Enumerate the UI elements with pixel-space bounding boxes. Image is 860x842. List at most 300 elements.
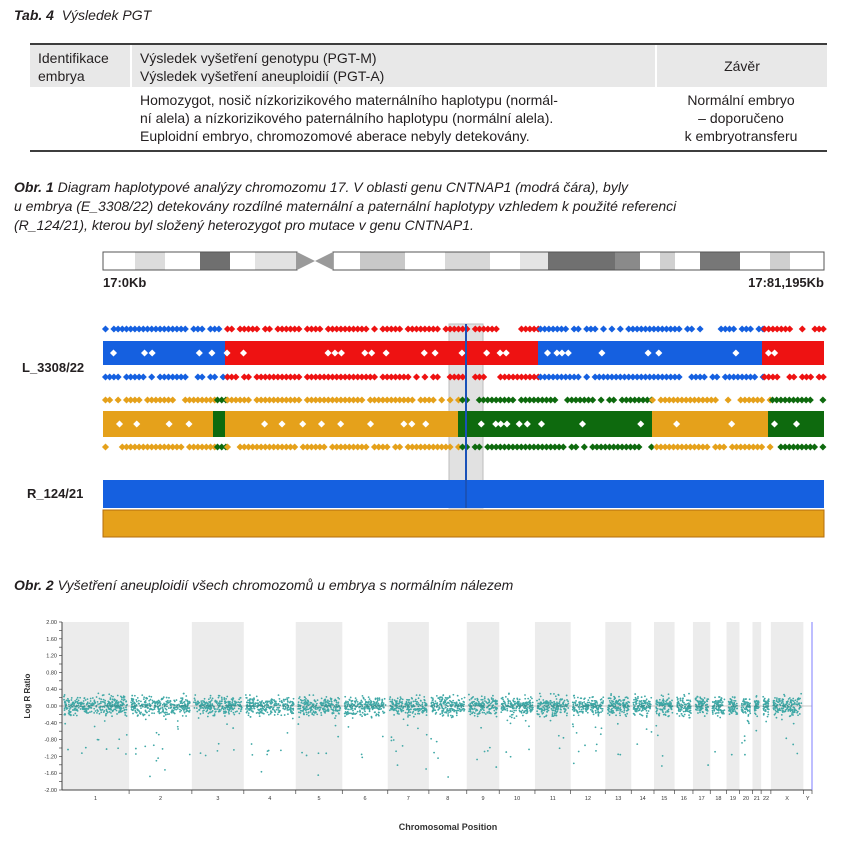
data-point (712, 706, 714, 708)
data-point (755, 707, 757, 709)
reference-sample-label: R_124/21 (27, 486, 84, 501)
maternal-top-dot (617, 325, 624, 332)
data-point (782, 698, 784, 700)
data-point (335, 715, 337, 717)
data-point (741, 742, 743, 744)
data-point (390, 708, 392, 710)
data-point (501, 698, 503, 700)
data-point (492, 700, 494, 702)
data-point (550, 703, 552, 705)
data-point (241, 707, 243, 709)
data-point (274, 714, 276, 716)
data-point (493, 707, 495, 709)
data-point (226, 723, 228, 725)
data-point (442, 715, 444, 717)
data-point (171, 709, 173, 711)
data-point (680, 704, 682, 706)
data-point (159, 704, 161, 706)
data-point (145, 697, 147, 699)
data-point (766, 702, 768, 704)
data-point (76, 698, 78, 700)
data-point (431, 701, 433, 703)
data-point (126, 715, 128, 717)
data-point (397, 764, 399, 766)
data-point (86, 712, 88, 714)
data-point (261, 712, 263, 714)
data-point (469, 703, 471, 705)
data-point (450, 701, 452, 703)
data-point (68, 712, 70, 714)
data-point (767, 711, 769, 713)
data-point (658, 703, 660, 705)
data-point (469, 708, 471, 710)
data-point (305, 711, 307, 713)
data-point (687, 703, 689, 705)
data-point (335, 707, 337, 709)
data-point (372, 708, 374, 710)
table-row (30, 87, 827, 150)
data-point (309, 703, 311, 705)
data-point (789, 697, 791, 699)
x-tick-label: 10 (514, 796, 521, 802)
paternal-bottom-dot (396, 443, 403, 450)
data-point (177, 728, 179, 730)
data-point (123, 700, 125, 702)
data-point (154, 708, 156, 710)
data-point (321, 697, 323, 699)
data-point (484, 751, 486, 753)
data-point (367, 703, 369, 705)
data-point (581, 709, 583, 711)
data-point (505, 703, 507, 705)
data-point (348, 699, 350, 701)
data-point (325, 710, 327, 712)
data-point (505, 696, 507, 698)
data-point (64, 707, 66, 709)
data-point (580, 697, 582, 699)
data-point (450, 708, 452, 710)
data-point (700, 706, 702, 708)
data-point (439, 704, 441, 706)
maternal-bottom-dot (148, 373, 155, 380)
data-point (572, 704, 574, 706)
data-point (90, 698, 92, 700)
data-point (154, 702, 156, 704)
data-point (73, 703, 75, 705)
data-point (595, 726, 597, 728)
data-point (598, 715, 600, 717)
paternal-bottom-dot (384, 443, 391, 450)
maternal-top-dot (434, 325, 441, 332)
data-point (360, 703, 362, 705)
paternal-top-dot (245, 396, 252, 403)
data-point (208, 712, 210, 714)
data-point (489, 747, 491, 749)
data-point (667, 703, 669, 705)
data-point (478, 701, 480, 703)
data-point (697, 696, 699, 698)
data-point (507, 701, 509, 703)
data-point (776, 697, 778, 699)
data-point (132, 713, 134, 715)
data-point (64, 709, 66, 711)
data-point (768, 698, 770, 700)
data-point (385, 704, 387, 706)
data-point (355, 697, 357, 699)
data-point (117, 747, 119, 749)
data-point (792, 698, 794, 700)
data-point (359, 711, 361, 713)
data-point (315, 701, 317, 703)
data-point (741, 709, 743, 711)
data-point (567, 707, 569, 709)
data-point (214, 701, 216, 703)
data-point (745, 712, 747, 714)
data-point (754, 702, 756, 704)
data-point (597, 713, 599, 715)
data-point (253, 697, 255, 699)
data-point (722, 711, 724, 713)
data-point (208, 698, 210, 700)
data-point (745, 698, 747, 700)
data-point (68, 710, 70, 712)
data-point (574, 701, 576, 703)
data-point (600, 707, 602, 709)
data-point (792, 744, 794, 746)
data-point (398, 710, 400, 712)
data-point (253, 703, 255, 705)
data-point (668, 697, 670, 699)
data-point (790, 700, 792, 702)
data-point (680, 698, 682, 700)
data-point (198, 717, 200, 719)
data-point (120, 696, 122, 698)
data-point (473, 701, 475, 703)
data-point (583, 698, 585, 700)
maternal-top-dot (799, 325, 806, 332)
data-point (646, 728, 648, 730)
data-point (370, 700, 372, 702)
data-point (252, 711, 254, 713)
data-point (601, 727, 603, 729)
data-point (240, 710, 242, 712)
data-point (712, 701, 714, 703)
data-point (566, 715, 568, 717)
data-point (552, 710, 554, 712)
maternal-top-dot (371, 325, 378, 332)
data-point (408, 699, 410, 701)
data-point (299, 705, 301, 707)
data-point (509, 716, 511, 718)
data-point (442, 694, 444, 696)
data-point (233, 749, 235, 751)
maternal-top-dot (562, 325, 569, 332)
data-point (157, 757, 159, 759)
data-point (233, 712, 235, 714)
data-point (735, 713, 737, 715)
data-point (774, 713, 776, 715)
data-point (238, 708, 240, 710)
data-point (687, 711, 689, 713)
data-point (434, 709, 436, 711)
data-point (474, 698, 476, 700)
data-point (643, 707, 645, 709)
data-point (495, 699, 497, 701)
data-point (224, 700, 226, 702)
data-point (196, 711, 198, 713)
data-point (613, 698, 615, 700)
data-point (592, 707, 594, 709)
data-point (447, 710, 449, 712)
data-point (314, 706, 316, 708)
ideogram-end-label: 17:81,195Kb (748, 275, 824, 290)
data-point (132, 701, 134, 703)
data-point (782, 711, 784, 713)
data-point (683, 715, 685, 717)
data-point (550, 720, 552, 722)
paternal-bottom-dot (811, 443, 818, 450)
data-point (496, 703, 498, 705)
data-point (545, 703, 547, 705)
data-point (456, 712, 458, 714)
data-point (91, 711, 93, 713)
paternal-top-dot (610, 396, 617, 403)
y-tick-label: 0.80 (46, 670, 57, 677)
data-point (681, 713, 683, 715)
data-point (538, 699, 540, 701)
data-point (781, 714, 783, 716)
data-point (573, 695, 575, 697)
data-point (443, 702, 445, 704)
data-point (611, 703, 613, 705)
data-point (635, 701, 637, 703)
data-point (774, 697, 776, 699)
maternal-bottom-dot (807, 373, 814, 380)
data-point (440, 700, 442, 702)
data-point (248, 712, 250, 714)
data-point (248, 714, 250, 716)
data-point (532, 702, 534, 704)
data-point (607, 706, 609, 708)
data-point (506, 708, 508, 710)
data-point (312, 694, 314, 696)
ideogram-band (700, 252, 740, 270)
data-point (679, 715, 681, 717)
data-point (173, 707, 175, 709)
data-point (162, 704, 164, 706)
data-point (794, 708, 796, 710)
data-point (583, 701, 585, 703)
data-point (561, 699, 563, 701)
data-point (602, 700, 604, 702)
data-point (525, 712, 527, 714)
data-point (731, 754, 733, 756)
data-point (234, 702, 236, 704)
data-point (783, 703, 785, 705)
data-point (209, 701, 211, 703)
data-point (799, 698, 801, 700)
data-point (730, 701, 732, 703)
data-point (483, 709, 485, 711)
data-point (706, 704, 708, 706)
data-point (202, 700, 204, 702)
paternal-top-dot (409, 396, 416, 403)
data-point (442, 698, 444, 700)
data-point (87, 698, 89, 700)
data-point (800, 702, 802, 704)
data-point (145, 711, 147, 713)
data-point (123, 704, 125, 706)
data-point (785, 737, 787, 739)
data-point (477, 699, 479, 701)
data-point (118, 712, 120, 714)
data-point (665, 711, 667, 713)
data-point (136, 712, 138, 714)
data-point (547, 705, 549, 707)
data-point (298, 701, 300, 703)
data-point (303, 712, 305, 714)
data-point (163, 715, 165, 717)
data-point (325, 752, 327, 754)
data-point (268, 714, 270, 716)
data-point (418, 706, 420, 708)
data-point (480, 699, 482, 701)
data-point (530, 709, 532, 711)
data-point (799, 713, 801, 715)
data-point (401, 711, 403, 713)
data-point (559, 747, 561, 749)
data-point (799, 705, 801, 707)
data-point (67, 749, 69, 751)
data-point (298, 711, 300, 713)
data-point (435, 713, 437, 715)
data-point (397, 713, 399, 715)
data-point (563, 737, 565, 739)
maternal-top-dot (493, 325, 500, 332)
data-point (361, 756, 363, 758)
data-point (362, 712, 364, 714)
x-tick-label: 6 (363, 796, 367, 802)
data-point (267, 704, 269, 706)
data-point (177, 708, 179, 710)
data-point (228, 707, 230, 709)
data-point (578, 708, 580, 710)
data-point (746, 709, 748, 711)
ideogram-band (740, 252, 770, 270)
data-point (502, 707, 504, 709)
data-point (348, 704, 350, 706)
data-point (567, 700, 569, 702)
data-point (260, 702, 262, 704)
data-point (213, 707, 215, 709)
paternal-top-dot (589, 396, 596, 403)
data-point (284, 714, 286, 716)
data-point (651, 731, 653, 733)
data-point (284, 708, 286, 710)
data-point (632, 702, 634, 704)
data-point (749, 698, 751, 700)
data-point (401, 706, 403, 708)
data-point (116, 707, 118, 709)
data-point (179, 709, 181, 711)
data-point (678, 707, 680, 709)
data-point (106, 710, 108, 712)
data-point (302, 706, 304, 708)
data-point (556, 698, 558, 700)
data-point (150, 696, 152, 698)
paternal-top-dot (725, 396, 732, 403)
data-point (444, 702, 446, 704)
ideogram-band (445, 252, 490, 270)
data-point (599, 703, 601, 705)
data-point (96, 696, 98, 698)
data-point (301, 752, 303, 754)
data-point (412, 711, 414, 713)
data-point (659, 699, 661, 701)
data-point (790, 707, 792, 709)
data-point (777, 709, 779, 711)
data-point (105, 715, 107, 717)
data-point (765, 721, 767, 723)
data-point (183, 710, 185, 712)
data-point (551, 715, 553, 717)
data-point (719, 717, 721, 719)
data-point (791, 712, 793, 714)
paternal-bottom-dot (102, 443, 109, 450)
x-tick-label: 22 (762, 796, 770, 802)
data-point (541, 713, 543, 715)
paternal-top-dot (115, 396, 122, 403)
data-point (444, 699, 446, 701)
data-point (575, 700, 577, 702)
data-point (288, 697, 290, 699)
paternal-bottom-dot (560, 443, 567, 450)
x-tick-label: 8 (446, 796, 450, 802)
maternal-top-dot (228, 325, 235, 332)
data-point (63, 696, 65, 698)
paternal-bottom-dot (581, 443, 588, 450)
data-point (74, 713, 76, 715)
data-point (383, 712, 385, 714)
data-point (70, 705, 72, 707)
data-point (333, 707, 335, 709)
data-point (432, 711, 434, 713)
maternal-haplotype-bar (225, 341, 538, 365)
data-point (273, 707, 275, 709)
data-point (784, 695, 786, 697)
data-point (454, 704, 456, 706)
data-point (401, 703, 403, 705)
data-point (592, 700, 594, 702)
data-point (249, 694, 251, 696)
data-point (374, 711, 376, 713)
data-point (203, 704, 205, 706)
data-point (347, 702, 349, 704)
data-point (143, 696, 145, 698)
data-point (678, 702, 680, 704)
data-point (637, 700, 639, 702)
data-point (189, 711, 191, 713)
data-point (447, 713, 449, 715)
data-point (161, 698, 163, 700)
data-point (137, 697, 139, 699)
data-point (137, 714, 139, 716)
table-header-row (30, 45, 827, 87)
data-point (407, 716, 409, 718)
data-point (280, 749, 282, 751)
data-point (354, 708, 356, 710)
data-point (306, 755, 308, 757)
